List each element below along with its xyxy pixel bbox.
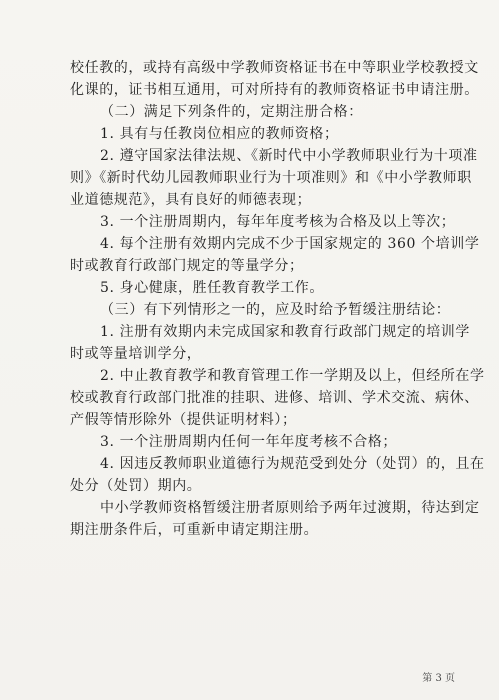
text-line: 校或教育行政部门批准的挂职、进修、培训、学术交流、病休、 [70,390,479,406]
text-line: 处分（处罚）期内。 [70,478,202,494]
list-item: 2. 中止教育教学和教育管理工作一学期及以上，但经所在学 [100,368,485,384]
section-heading: （三）有下列情形之一的，应及时给予暂缓注册结论： [100,302,451,318]
paragraph-line: 中小学教师资格暂缓注册者原则给予两年过渡期，待达到定 [100,500,480,516]
text-line: 则》《新时代幼儿园教师职业行为十项准则》和《中小学教师职 [70,170,472,186]
section-heading: （二）满足下列条件的，定期注册合格： [100,104,363,120]
text-line: 时或等量培训学分， [70,346,202,362]
list-item: 5. 身心健康，胜任教育教学工作。 [100,280,325,296]
list-item: 3. 一个注册周期内任何一年年度考核不合格； [100,434,398,450]
text-line: 业道德规范》，具有良好的师德表现； [70,192,312,208]
list-item: 1. 具有与任教岗位相应的教师资格； [100,126,339,142]
text-line: 时或教育行政部门规定的等量学分； [70,258,304,274]
list-item: 2. 遵守国家法律法规、《新时代中小学教师职业行为十项准 [100,148,478,164]
text-line: 校任教的，或持有高级中学教师资格证书在中等职业学校教授文 [70,60,479,76]
list-item: 4. 因违反教师职业道德行为规范受到处分（处罚）的，且在 [100,456,485,472]
text-line: 期注册条件后，可重新申请定期注册。 [70,522,319,538]
list-item: 4. 每个注册有效期内完成不少于国家规定的 360 个培训学 [100,236,480,252]
text-line: 产假等情形除外（提供证明材料）； [70,412,297,428]
page-number: 第 3 页 [422,673,455,684]
list-item: 3. 一个注册周期内，每年年度考核为合格及以上等次； [100,214,456,230]
document-body [70,58,485,542]
text-line: 化课的，证书相互通用，可对所持有的教师资格证书申请注册。 [70,82,479,98]
list-item: 1. 注册有效期内未完成国家和教育行政部门规定的培训学 [100,324,471,340]
